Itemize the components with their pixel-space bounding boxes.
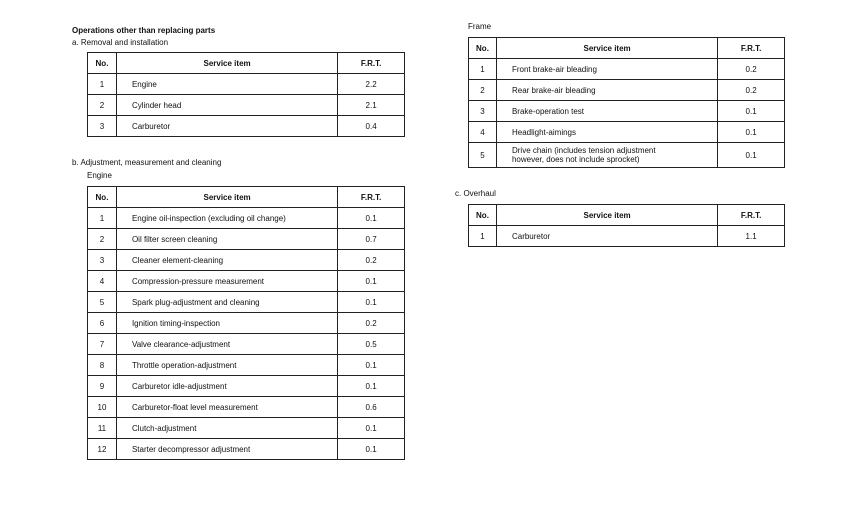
row-no: 7 <box>88 334 117 355</box>
row-no: 11 <box>88 418 117 439</box>
row-no: 1 <box>469 59 497 80</box>
table-row <box>88 208 405 229</box>
row-no: 1 <box>88 74 117 95</box>
row-item: Clutch-adjustment <box>116 418 337 439</box>
table-row <box>88 116 405 137</box>
col-frt: F.R.T. <box>718 38 785 59</box>
table-row <box>88 229 405 250</box>
table-row <box>88 250 405 271</box>
table-row <box>469 80 785 101</box>
row-item: Cylinder head <box>116 95 337 116</box>
row-frt: 0.1 <box>338 439 405 460</box>
row-no: 3 <box>88 250 117 271</box>
section-b-heading: b. Adjustment, measurement and cleaning <box>72 158 222 167</box>
row-item: Rear brake-air bleading <box>496 80 717 101</box>
row-item <box>496 143 717 168</box>
row-no: 3 <box>88 116 117 137</box>
row-frt: 0.2 <box>718 59 785 80</box>
row-item: Cleaner element-cleaning <box>116 250 337 271</box>
row-frt: 0.1 <box>338 418 405 439</box>
frame-table <box>468 37 785 168</box>
row-no: 9 <box>88 376 117 397</box>
col-frt: F.R.T. <box>338 187 405 208</box>
row-item: Brake-operation test <box>496 101 717 122</box>
overhaul-table <box>468 204 785 247</box>
col-no: No. <box>88 187 117 208</box>
row-no: 2 <box>88 95 117 116</box>
row-frt: 0.2 <box>338 250 405 271</box>
row-item: Engine oil-inspection (excluding oil change) <box>116 208 337 229</box>
row-frt: 0.6 <box>338 397 405 418</box>
engine-table <box>87 186 405 460</box>
row-item: Ignition timing-inspection <box>116 313 337 334</box>
col-item: Service item <box>116 53 337 74</box>
col-item: Service item <box>116 187 337 208</box>
frame-heading: Frame <box>468 22 492 31</box>
row-frt: 0.1 <box>718 101 785 122</box>
row-frt: 0.7 <box>338 229 405 250</box>
col-no: No. <box>88 53 117 74</box>
row-no: 1 <box>469 226 497 247</box>
row-frt: 2.1 <box>338 95 405 116</box>
row-frt: 0.2 <box>338 313 405 334</box>
row-no: 12 <box>88 439 117 460</box>
table-row <box>88 355 405 376</box>
row-frt: 2.2 <box>338 74 405 95</box>
row-no: 8 <box>88 355 117 376</box>
row-no: 3 <box>469 101 497 122</box>
row-frt: 0.1 <box>718 122 785 143</box>
main-heading: Operations other than replacing parts <box>72 26 216 35</box>
table-row <box>469 226 785 247</box>
row-item: Starter decompressor adjustment <box>116 439 337 460</box>
table-row <box>469 59 785 80</box>
row-frt: 0.1 <box>338 292 405 313</box>
row-item: Engine <box>116 74 337 95</box>
row-frt: 0.1 <box>338 271 405 292</box>
row-item: Compression-pressure measurement <box>116 271 337 292</box>
row-frt: 0.1 <box>338 208 405 229</box>
col-no: No. <box>469 205 497 226</box>
row-item: Front brake-air bleading <box>496 59 717 80</box>
row-item: Oil filter screen cleaning <box>116 229 337 250</box>
row-no: 6 <box>88 313 117 334</box>
table-row <box>469 143 785 168</box>
table-row <box>88 74 405 95</box>
col-frt: F.R.T. <box>338 53 405 74</box>
row-no: 5 <box>88 292 117 313</box>
row-item: Carburetor idle-adjustment <box>116 376 337 397</box>
table-row <box>88 271 405 292</box>
col-no: No. <box>469 38 497 59</box>
col-frt: F.R.T. <box>718 205 785 226</box>
engine-subheading: Engine <box>87 171 112 180</box>
row-no: 2 <box>88 229 117 250</box>
row-frt: 0.5 <box>338 334 405 355</box>
row-item: Valve clearance-adjustment <box>116 334 337 355</box>
table-row <box>88 292 405 313</box>
row-no: 1 <box>88 208 117 229</box>
row-frt: 0.2 <box>718 80 785 101</box>
row-item-line-1: Drive chain (includes tension adjustment <box>511 146 656 155</box>
row-frt: 1.1 <box>718 226 785 247</box>
row-item: Headlight-aimings <box>496 122 717 143</box>
row-no: 5 <box>469 143 497 168</box>
table-row <box>88 397 405 418</box>
row-frt: 0.1 <box>338 355 405 376</box>
removal-table <box>87 52 405 137</box>
table-row <box>469 122 785 143</box>
table-row <box>88 95 405 116</box>
row-frt: 0.1 <box>718 143 785 168</box>
table-row <box>88 418 405 439</box>
section-c-heading: c. Overhaul <box>455 189 496 198</box>
row-no: 10 <box>88 397 117 418</box>
table-row <box>88 376 405 397</box>
row-item: Spark plug-adjustment and cleaning <box>116 292 337 313</box>
row-item: Throttle operation-adjustment <box>116 355 337 376</box>
table-row <box>88 439 405 460</box>
row-item: Carburetor <box>116 116 337 137</box>
table-row <box>88 334 405 355</box>
row-no: 2 <box>469 80 497 101</box>
row-item-line-2: however, does not include sprocket) <box>511 155 640 164</box>
row-frt: 0.4 <box>338 116 405 137</box>
row-no: 4 <box>469 122 497 143</box>
row-item: Carburetor-float level measurement <box>116 397 337 418</box>
col-item: Service item <box>496 38 717 59</box>
table-row <box>88 313 405 334</box>
table-row <box>469 101 785 122</box>
row-no: 4 <box>88 271 117 292</box>
row-frt: 0.1 <box>338 376 405 397</box>
row-item: Carburetor <box>496 226 717 247</box>
section-a-heading: a. Removal and installation <box>72 38 169 47</box>
col-item: Service item <box>496 205 717 226</box>
